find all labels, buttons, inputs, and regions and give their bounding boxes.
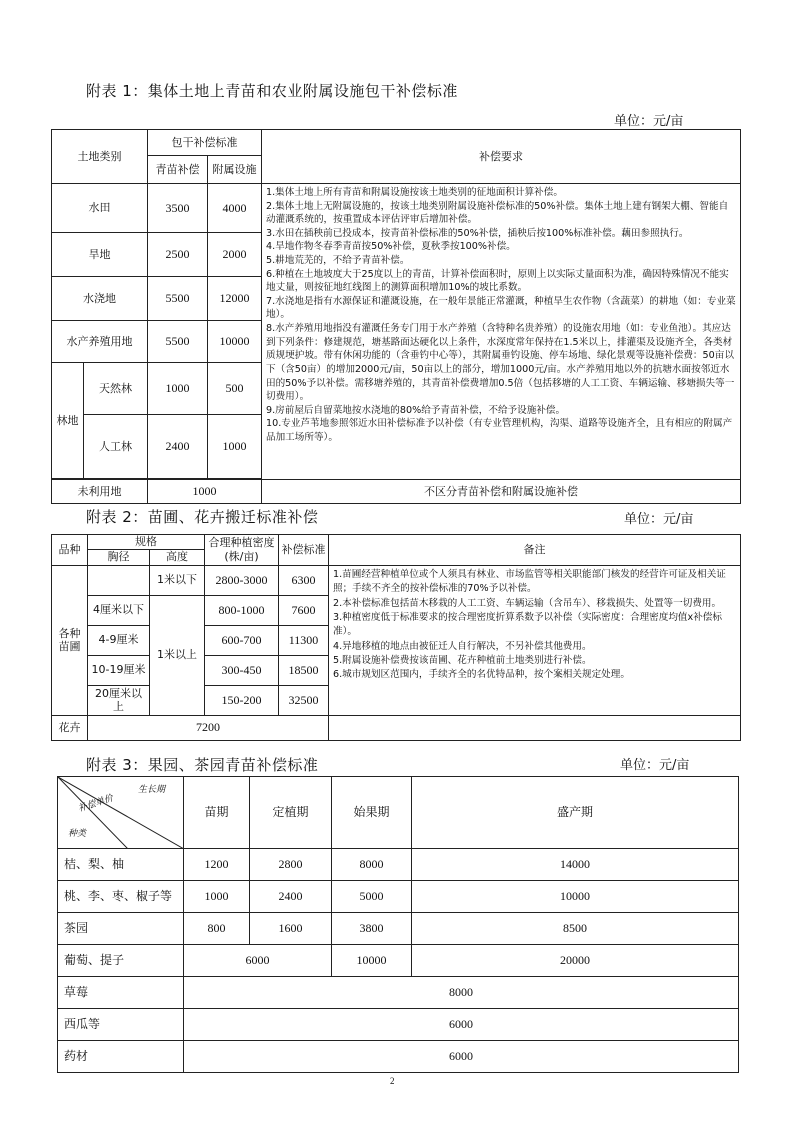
remark-item: 2.本补偿标准包括苗木移栽的人工工资、车辆运输（含吊车）、移栽损失、处置等一切费用。 xyxy=(333,597,722,609)
col-header: 定植期 xyxy=(250,777,332,849)
land-type-cell: 水浇地 xyxy=(52,277,148,321)
land-type-cell: 旱地 xyxy=(52,233,148,277)
crops-value: 5500 xyxy=(148,321,208,363)
density-cell: 150-200 xyxy=(205,685,279,715)
corner-bottom-label: 种类 xyxy=(68,829,87,839)
remark-item: 5.附属设施补偿费按该苗圃、花卉种植前土地类别进行补偿。 xyxy=(333,655,592,667)
value-cell: 6000 xyxy=(184,1009,739,1041)
type-cell: 葡萄、提子 xyxy=(58,945,184,977)
flower-label: 花卉 xyxy=(52,715,88,740)
land-type-cell: 未利用地 xyxy=(52,480,148,504)
value-cell: 6000 xyxy=(184,1041,739,1073)
remarks-text xyxy=(329,565,741,715)
col-header: 盛产期 xyxy=(412,777,739,849)
facilities-value: 4000 xyxy=(208,184,262,233)
facilities-value: 500 xyxy=(208,363,262,415)
value-cell: 10000 xyxy=(412,881,739,913)
type-cell: 桃、李、枣、椒子等 xyxy=(58,881,184,913)
unused-requirement: 不区分青苗补偿和附属设施补偿 xyxy=(262,480,741,504)
requirement-item: 3.水田在插秧前已投成本，按青苗补偿标准的50%补偿，插秧后按100%标准补偿。藕田参照执行。 xyxy=(266,227,689,239)
land-type-cell: 人工林 xyxy=(84,415,148,479)
table3-unit: 单位：元/亩 xyxy=(620,758,690,773)
forest-label: 林地 xyxy=(52,363,84,479)
standard-cell: 18500 xyxy=(279,655,329,685)
table3-title: 附表 3：果园、茶园青苗补偿标准 xyxy=(86,756,319,774)
value-cell: 3800 xyxy=(332,913,412,945)
table1 xyxy=(51,129,741,504)
density-cell: 800-1000 xyxy=(205,595,279,625)
value-cell: 8000 xyxy=(184,977,739,1009)
value-cell: 2800 xyxy=(250,849,332,881)
land-type-header: 土地类别 xyxy=(52,130,148,184)
crops-value: 2500 xyxy=(148,233,208,277)
table1-unit: 单位：元/亩 xyxy=(614,114,684,129)
land-type-cell: 水产养殖用地 xyxy=(52,321,148,363)
value-cell: 1000 xyxy=(184,881,250,913)
crops-header: 青苗补偿 xyxy=(148,156,208,184)
crops-value: 5500 xyxy=(148,277,208,321)
diameter-cell: 10-19厘米 xyxy=(88,655,150,685)
requirement-item: 6.种植在土地坡度大于25度以上的青苗，计算补偿面积时，原则上以实际丈量面积为准，确因特殊情况不能实地丈量，则按征地红线图上的测算面积增加10%的坡比系数。 xyxy=(266,268,729,294)
requirement-item: 1.集体土地上所有青苗和附属设施按该土地类别的征地面积计算补偿。 xyxy=(266,187,563,198)
diameter-cell: 4厘米以下 xyxy=(88,595,150,625)
table2-unit: 单位：元/亩 xyxy=(624,512,694,527)
type-cell: 药材 xyxy=(58,1041,184,1073)
crops-value: 3500 xyxy=(148,184,208,233)
remarks-header: 备注 xyxy=(329,535,741,566)
crops-value: 1000 xyxy=(148,363,208,415)
requirement-item: 7.水浇地是指有水源保证和灌溉设施，在一般年景能正常灌溉，种植旱生农作物（含蔬菜）的耕地（如：专业菜地）。 xyxy=(266,295,736,321)
height-above-cell: 1米以上 xyxy=(150,595,205,715)
value-cell: 6000 xyxy=(184,945,332,977)
type-cell: 草莓 xyxy=(58,977,184,1009)
standard-cell: 11300 xyxy=(279,625,329,655)
col-header: 始果期 xyxy=(332,777,412,849)
corner-cell xyxy=(58,777,184,849)
value-cell: 14000 xyxy=(412,849,739,881)
standard-header: 补偿标准 xyxy=(279,535,329,566)
remark-item: 1.苗圃经营种植单位或个人须具有林业、市场监管等相关职能部门核发的经营许可证及相关证照；手续不齐全的按补偿标准的70%予以补偿。 xyxy=(333,568,726,595)
col-header: 苗期 xyxy=(184,777,250,849)
standard-cell: 6300 xyxy=(279,565,329,595)
diameter-cell: 4-9厘米 xyxy=(88,625,150,655)
flower-value: 7200 xyxy=(88,715,329,740)
value-cell: 800 xyxy=(184,913,250,945)
height-cell: 1米以下 xyxy=(150,565,205,595)
remark-item: 3.种植密度低于标准要求的按合理密度折算系数予以补偿（实际密度：合理密度均值x补偿标准）。 xyxy=(333,611,722,638)
requirements-text xyxy=(262,184,741,480)
corner-top-label: 生长期 xyxy=(138,785,166,795)
remark-item: 4.异地移植的地点由被征迁人自行解决，不另补偿其他费用。 xyxy=(333,640,592,652)
facilities-value: 12000 xyxy=(208,277,262,321)
facilities-value: 10000 xyxy=(208,321,262,363)
value-cell: 2400 xyxy=(250,881,332,913)
standard-cell: 7600 xyxy=(279,595,329,625)
land-type-cell: 天然林 xyxy=(84,363,148,415)
type-cell: 西瓜等 xyxy=(58,1009,184,1041)
diameter-cell: 20厘米以上 xyxy=(88,685,150,715)
value-cell: 1600 xyxy=(250,913,332,945)
table2-title: 附表 2：苗圃、花卉搬迁标准补偿 xyxy=(86,508,319,526)
requirement-item: 4.旱地作物冬春季青苗按50%补偿，夏秋季按100%补偿。 xyxy=(266,241,516,253)
corner-middle-label: 补偿单价 xyxy=(77,793,115,815)
facilities-value: 2000 xyxy=(208,233,262,277)
nursery-label: 各种苗圃 xyxy=(52,565,88,715)
table1-title: 附表 1：集体土地上青苗和农业附属设施包干补偿标准 xyxy=(86,82,458,100)
value-cell: 1200 xyxy=(184,849,250,881)
requirement-item: 5.耕地荒芜的，不给予青苗补偿。 xyxy=(266,255,410,267)
value-cell: 5000 xyxy=(332,881,412,913)
type-cell: 茶园 xyxy=(58,913,184,945)
density-cell: 600-700 xyxy=(205,625,279,655)
value-cell: 8000 xyxy=(332,849,412,881)
table2 xyxy=(51,534,741,741)
facilities-value: 1000 xyxy=(208,415,262,479)
table3 xyxy=(57,776,739,1073)
height-header: 高度 xyxy=(150,549,205,565)
diameter-cell xyxy=(88,565,150,595)
density-cell: 2800-3000 xyxy=(205,565,279,595)
requirement-item: 8.水产养殖用地指没有灌溉任务专门用于水产养殖（含特种名贵养殖）的设施农用地（如：专业鱼池）。其应达到下列条件：修建规范，塘基路面达硬化以上条件，水深度常年保持在1.5米以上，排灌渠及设施齐全，各类材质规埂护坡。带有休闲功能的（含垂钓中心等），其附属垂钓设施、停车场地、绿化景观等设施补偿费：50亩以下（含50亩）的增加2000元/亩，50亩以上的部分，增加1000元/亩。水产养殖用地以外的抗塘水面按邻近水田的50%予以补偿。需移塘养殖的，其青苗补偿费增加0.5倍（包括移塘的人工工资、车辆运输、移塘损失等一切费用）。 xyxy=(266,323,735,403)
type-cell: 桔、梨、柚 xyxy=(58,849,184,881)
requirement-item: 9.房前屋后自留菜地按水浇地的80%给予青苗补偿，不给予设施补偿。 xyxy=(266,404,566,416)
unused-value: 1000 xyxy=(148,480,262,504)
value-cell: 10000 xyxy=(332,945,412,977)
facilities-header: 附属设施 xyxy=(208,156,262,184)
crops-value: 2400 xyxy=(148,415,208,479)
diameter-header: 胸径 xyxy=(88,549,150,565)
requirements-header: 补偿要求 xyxy=(262,130,741,184)
requirement-item: 10.专业芦苇地参照邻近水田补偿标准予以补偿（有专业管理机构，沟渠、道路等设施齐全，且有相应的附属产品加工场所等）。 xyxy=(266,418,733,443)
page-number: 2 xyxy=(390,1076,395,1086)
variety-header: 品种 xyxy=(52,535,88,566)
remark-item: 6.城市规划区范围内，手续齐全的名优特品种，按个案相关规定处理。 xyxy=(333,669,630,681)
land-type-cell: 水田 xyxy=(52,184,148,233)
density-header: 合理种植密度(株/亩) xyxy=(205,535,279,566)
requirement-item: 2.集体土地上无附属设施的，按该土地类别附属设施补偿标准的50%补偿。集体土地上建有钢架大棚、智能自动灌溉系统的，按重置成本评估评审后增加补偿。 xyxy=(266,200,729,226)
value-cell: 8500 xyxy=(412,913,739,945)
standard-cell: 32500 xyxy=(279,685,329,715)
spec-header: 规格 xyxy=(88,535,205,550)
density-cell: 300-450 xyxy=(205,655,279,685)
standard-header: 包干补偿标准 xyxy=(148,130,262,156)
value-cell: 20000 xyxy=(412,945,739,977)
